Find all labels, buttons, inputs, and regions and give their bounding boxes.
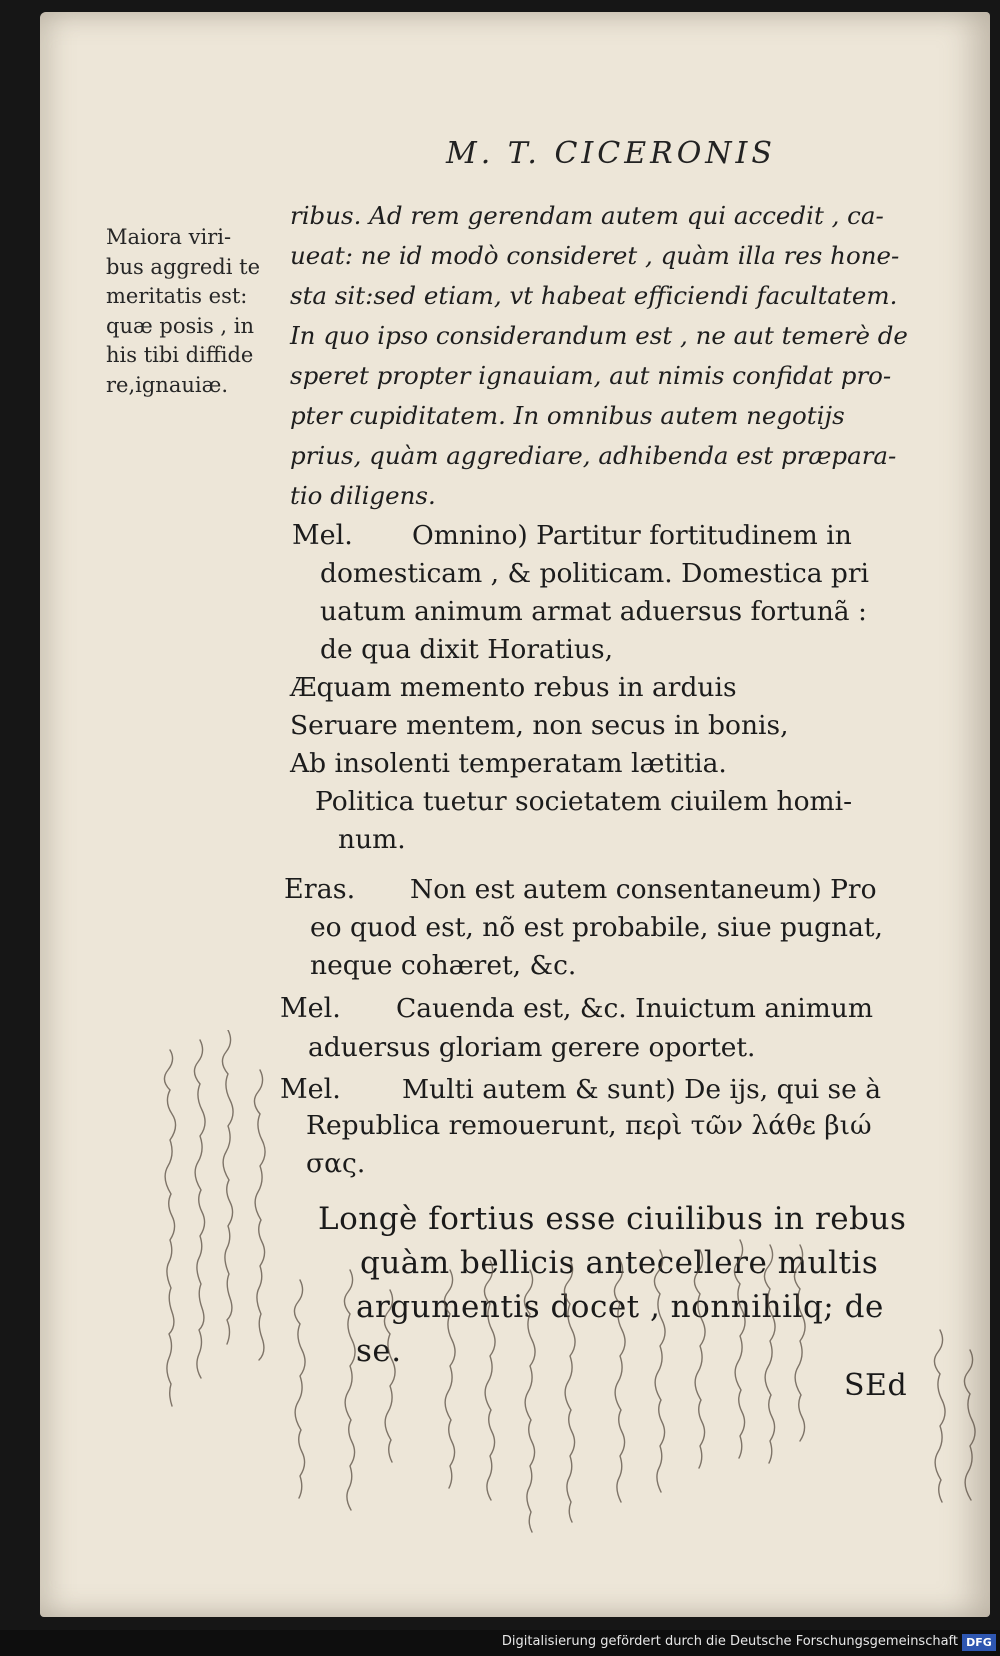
speaker-tag: Eras.	[284, 874, 356, 905]
commentary-line: σας.	[306, 1148, 366, 1179]
handwritten-marginalia	[150, 1030, 990, 1620]
footer-credit: Digitalisierung gefördert durch die Deutsche Forschungsgemeinschaft	[501, 1634, 958, 1649]
commentary-line: domesticam , & politicam. Domestica pri	[320, 558, 870, 589]
italic-line: sta sit:sed etiam, vt habeat efficiendi facultatem.	[290, 281, 898, 310]
italic-line: tio diligens.	[290, 481, 436, 510]
marginal-note	[106, 223, 286, 400]
footer-bar	[0, 1630, 1000, 1656]
summary-line: quàm bellicis antecellere multis	[360, 1245, 879, 1281]
verse-line: Æquam memento rebus in arduis	[290, 672, 737, 703]
summary-line: argumentis docet , nonnihilq; de	[356, 1289, 884, 1325]
commentary-line: Non est autem consentaneum) Pro	[410, 874, 877, 905]
speaker-tag: Mel.	[280, 993, 341, 1024]
commentary-line: Cauenda est, &c. Inuictum animum	[396, 993, 873, 1024]
commentary-line: eo quod est, nõ est probabile, siue pugnat,	[310, 912, 883, 943]
marginal-note-line: bus aggredi te	[106, 254, 260, 279]
italic-line: ribus. Ad rem gerendam autem qui accedit , ca-	[290, 201, 884, 230]
italic-line: speret propter ignauiam, aut nimis confidat pro-	[290, 361, 892, 390]
catchword: SEd	[844, 1368, 908, 1403]
commentary-line: Republica remouerunt, περὶ τῶν λάθε βιώ	[306, 1110, 872, 1141]
commentary-line: Omnino) Partitur fortitudinem in	[412, 520, 852, 551]
commentary-line: de qua dixit Horatius,	[320, 634, 614, 665]
summary-line: se.	[356, 1333, 402, 1369]
commentary-line: uatum animum armat aduersus fortunã :	[320, 596, 867, 627]
verse-line: Seruare mentem, non secus in bonis,	[290, 710, 789, 741]
commentary-line: Politica tuetur societatem ciuilem homi-	[315, 786, 853, 817]
dfg-logo: DFG	[962, 1634, 996, 1651]
italic-line: prius, quàm aggrediare, adhibenda est præpara-	[290, 441, 897, 470]
speaker-tag: Mel.	[280, 1074, 341, 1105]
marginal-note-line: Maiora viri-	[106, 225, 232, 249]
marginal-note-line: his tibi diffide	[106, 343, 254, 367]
running-head: M. T. CICERONIS	[446, 136, 776, 171]
italic-text-block	[290, 196, 930, 516]
verse-line: Ab insolenti temperatam lætitia.	[290, 748, 727, 779]
marginal-note-line: meritatis est:	[106, 284, 248, 308]
commentary-line: aduersus gloriam gerere oportet.	[308, 1032, 756, 1063]
italic-line: pter cupiditatem. In omnibus autem negotijs	[290, 401, 845, 430]
commentary-line: neque cohæret, &c.	[310, 950, 577, 981]
marginal-note-line: re,ignauiæ.	[106, 372, 229, 397]
commentary-line: num.	[338, 824, 406, 855]
summary-line: Longè fortius esse ciuilibus in rebus	[318, 1201, 907, 1237]
speaker-tag: Mel.	[292, 520, 353, 551]
marginal-note-line: quæ posis , in	[106, 313, 255, 338]
italic-line: ueat: ne id modò consideret , quàm illa res hone-	[290, 241, 900, 270]
commentary-line: Multi autem & sunt) De ijs, qui se à	[402, 1074, 882, 1105]
italic-line: In quo ipso considerandum est , ne aut temerè de	[290, 321, 908, 350]
